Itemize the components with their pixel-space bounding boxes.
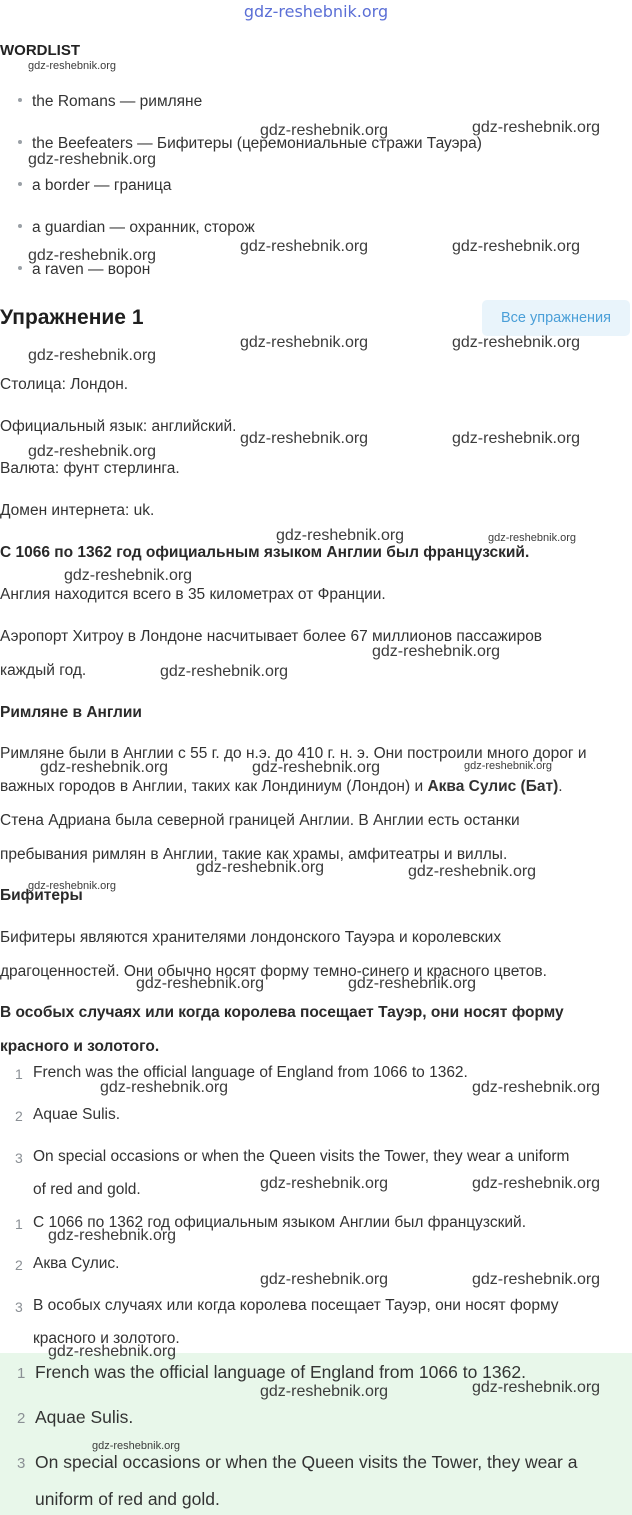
watermark: gdz-reshebnik.org <box>240 238 369 255</box>
text-line: Стена Адриана была северной границей Англии. В Англии есть останки <box>0 812 520 829</box>
watermark: gdz-reshebnik.org <box>372 643 501 660</box>
text-line: Англия находится всего в 35 километрах от Франции. <box>0 586 386 603</box>
answer-number: 2 <box>15 1257 23 1273</box>
watermark: gdz-reshebnik.org <box>260 1383 389 1400</box>
answer-text: красного и золотого. <box>33 1330 180 1347</box>
watermark: gdz-reshebnik.org <box>464 760 553 772</box>
watermark: gdz-reshebnik.org <box>252 759 381 776</box>
watermark: gdz-reshebnik.org <box>276 527 405 544</box>
watermark: gdz-reshebnik.org <box>452 430 581 447</box>
watermark: gdz-reshebnik.org <box>28 443 157 460</box>
watermark: gdz-reshebnik.org <box>452 334 581 351</box>
text-line: В особых случаях или когда королева посещает Тауэр, они носят форму <box>0 1004 564 1021</box>
answer-text: С 1066 по 1362 год официальным языком Англии был французский. <box>33 1214 527 1231</box>
watermark: gdz-reshebnik.org <box>260 1271 389 1288</box>
answer-text: В особых случаях или когда королева посещает Тауэр, они носят форму <box>33 1297 559 1314</box>
text-line: Валюта: фунт стерлинга. <box>0 460 180 477</box>
watermark: gdz-reshebnik.org <box>240 430 369 447</box>
watermark: gdz-reshebnik.org <box>488 532 577 544</box>
answer-highlight-box <box>0 1353 632 1515</box>
answer-number: 3 <box>17 1455 26 1472</box>
text-line: драгоценностей. Они обычно носят форму темно-синего и красного цветов. <box>0 963 547 980</box>
bullet-icon <box>18 182 22 186</box>
answer-text: Aquae Sulis. <box>35 1407 134 1427</box>
text-line: С 1066 по 1362 год официальным языком Англии был французский. <box>0 544 530 561</box>
wordlist-item: a raven — ворон <box>0 261 150 279</box>
wordlist-item: the Beefeaters — Бифитеры (церемониальные стражи Тауэра) <box>0 135 482 153</box>
watermark: gdz-reshebnik.org <box>40 759 169 776</box>
wordlist-item: the Romans — римляне <box>0 93 202 111</box>
wordlist-item: a guardian — охранник, сторож <box>0 219 255 237</box>
bullet-icon <box>18 140 22 144</box>
bullet-icon <box>18 224 22 228</box>
answer-number: 3 <box>15 1150 23 1166</box>
answer-text: French was the official language of England from 1066 to 1362. <box>35 1362 526 1382</box>
answer-text: On special occasions or when the Queen visits the Tower, they wear a uniform <box>33 1148 570 1165</box>
text-line: Домен интернета: uk. <box>0 502 155 519</box>
answer-number: 1 <box>15 1066 23 1082</box>
watermark: gdz-reshebnik.org <box>472 119 601 136</box>
watermark: gdz-reshebnik.org <box>28 151 157 168</box>
watermark: gdz-reshebnik.org <box>28 60 117 72</box>
answer-text: Aquae Sulis. <box>33 1106 121 1123</box>
wordlist-heading: WORDLIST <box>0 42 80 59</box>
watermark: gdz-reshebnik.org <box>160 663 289 680</box>
watermark: gdz-reshebnik.org <box>92 1440 181 1452</box>
answer-text: uniform of red and gold. <box>35 1489 220 1509</box>
answer-text: On special occasions or when the Queen visits the Tower, they wear a <box>35 1452 578 1472</box>
wordlist-item: a border — граница <box>0 177 171 195</box>
answer-text: of red and gold. <box>33 1181 141 1198</box>
text-line: Столица: Лондон. <box>0 376 129 393</box>
section-heading: Бифитеры <box>0 887 83 904</box>
answer-number: 1 <box>17 1365 26 1382</box>
watermark: gdz-reshebnik.org <box>472 1379 601 1396</box>
watermark: gdz-reshebnik.org <box>196 859 325 876</box>
watermark: gdz-reshebnik.org <box>452 238 581 255</box>
section-heading: Римляне в Англии <box>0 704 142 721</box>
exercise-title: Упражнение 1 <box>0 306 144 329</box>
text-line: Официальный язык: английский. <box>0 418 237 435</box>
watermark: gdz-reshebnik.org <box>28 880 117 892</box>
watermark: gdz-reshebnik.org <box>240 334 369 351</box>
bullet-icon <box>18 266 22 270</box>
watermark: gdz-reshebnik.org <box>260 1175 389 1192</box>
watermark: gdz-reshebnik.org <box>408 863 537 880</box>
watermark: gdz-reshebnik.org <box>100 1079 229 1096</box>
answer-text: French was the official language of England from 1066 to 1362. <box>33 1064 468 1081</box>
text-line: красного и золотого. <box>0 1038 160 1055</box>
watermark: gdz-reshebnik.org <box>48 1227 177 1244</box>
watermark: gdz-reshebnik.org <box>348 975 477 992</box>
watermark: gdz-reshebnik.org <box>472 1175 601 1192</box>
text-line: Аэропорт Хитроу в Лондоне насчитывает более 67 миллионов пассажиров <box>0 628 543 645</box>
watermark: gdz-reshebnik.org <box>64 567 193 584</box>
site-header-link[interactable]: gdz-reshebnik.org <box>243 2 389 21</box>
answer-number: 1 <box>15 1216 23 1232</box>
text-line: Бифитеры являются хранителями лондонского Тауэра и королевских <box>0 929 502 946</box>
text-line: Римляне были в Англии с 55 г. до н.э. до 410 г. н. э. Они построили много дорог и <box>0 745 587 762</box>
watermark: gdz-reshebnik.org <box>48 1343 177 1360</box>
text-line: пребывания римлян в Англии, такие как храмы, амфитеатры и виллы. <box>0 846 508 863</box>
watermark: gdz-reshebnik.org <box>472 1271 601 1288</box>
text-line: важных городов в Англии, таких как Лондиниум (Лондон) и Аква Сулис (Бат). <box>0 778 563 795</box>
bullet-icon <box>18 98 22 102</box>
watermark: gdz-reshebnik.org <box>28 347 157 364</box>
watermark: gdz-reshebnik.org <box>28 247 157 264</box>
answer-text: Аква Сулис. <box>33 1255 120 1272</box>
text-line: каждый год. <box>0 662 87 679</box>
answer-number: 3 <box>15 1299 23 1315</box>
watermark: gdz-reshebnik.org <box>472 1079 601 1096</box>
watermark: gdz-reshebnik.org <box>136 975 265 992</box>
answer-number: 2 <box>17 1410 26 1427</box>
all-exercises-button[interactable]: Все упражнения <box>482 300 630 336</box>
watermark: gdz-reshebnik.org <box>260 122 389 139</box>
answer-number: 2 <box>15 1108 23 1124</box>
